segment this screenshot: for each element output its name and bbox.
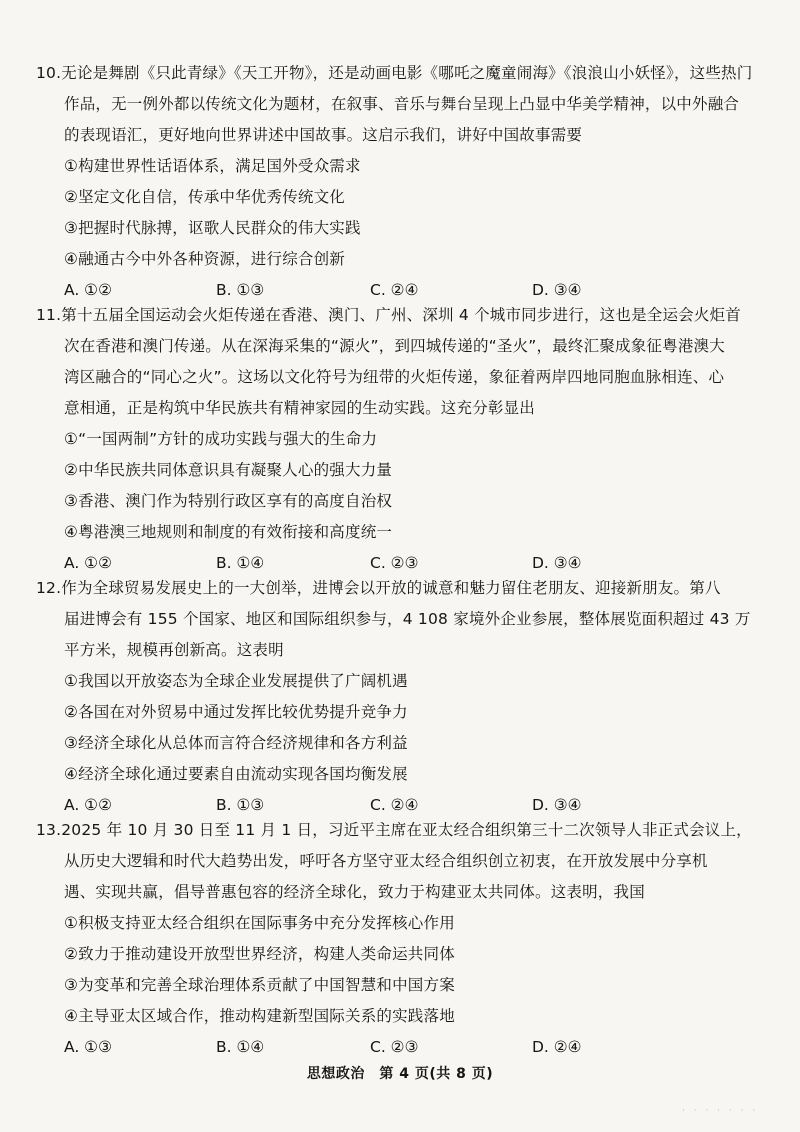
question-stem-line: 13.2025 年 10 月 30 日至 11 月 1 日，习近平主席在亚太经合组织第三十二次领导人非正式会议上，	[36, 821, 752, 839]
choice-c: C. ②③	[370, 554, 419, 572]
statement-option: ②坚定文化自信，传承中华优秀传统文化	[64, 188, 345, 206]
page-footer: 思想政治 第 4 页(共 8 页)	[306, 1066, 494, 1082]
question-stem-line: 遇、实现共赢，倡导普惠包容的经济全球化，致力于构建亚太共同体。这表明，我国	[64, 883, 645, 901]
choice-d: D. ③④	[532, 281, 582, 299]
choice-a: A. ①③	[64, 1038, 112, 1056]
statement-option: ③为变革和完善全球治理体系贡献了中国智慧和中国方案	[64, 976, 455, 994]
question-stem-line: 从历史大逻辑和时代大趋势出发，呼吁各方坚守亚太经合组织创立初衷，在开放发展中分享机	[64, 852, 708, 870]
choice-a: A. ①②	[64, 554, 112, 572]
choice-a: A. ①②	[64, 796, 112, 814]
question-11	[36, 300, 740, 579]
choice-b: B. ①③	[216, 796, 265, 814]
statement-option: ④主导亚太区域合作，推动构建新型国际关系的实践落地	[64, 1007, 455, 1025]
answer-choices	[36, 1032, 740, 1063]
choice-d: D. ③④	[532, 796, 582, 814]
statement-option: ③把握时代脉搏，讴歌人民群众的伟大实践	[64, 219, 361, 237]
statement-option: ①“一国两制”方针的成功实践与强大的生命力	[64, 430, 378, 448]
statement-option: ①构建世界性话语体系，满足国外受众需求	[64, 157, 361, 175]
question-stem-line: 作品，无一例外都以传统文化为题材，在叙事、音乐与舞台呈现上凸显中华美学精神，以中外融合	[64, 95, 740, 113]
scan-artifact: · · · · · · ·	[682, 1106, 759, 1116]
question-stem-line: 次在香港和澳门传递。从在深海采集的“源火”，到四城传递的“圣火”，最终汇聚成象征粤港澳大	[64, 337, 725, 355]
question-stem-line: 湾区融合的“同心之火”。这场以文化符号为纽带的火炬传递，象征着两岸四地同胞血脉相连、心	[64, 368, 725, 386]
statement-option: ③经济全球化从总体而言符合经济规律和各方利益	[64, 734, 408, 752]
choice-b: B. ①④	[216, 554, 265, 572]
statement-option: ②中华民族共同体意识具有凝聚人心的强大力量	[64, 461, 393, 479]
statement-option: ①积极支持亚太经合组织在国际事务中充分发挥核心作用	[64, 914, 455, 932]
question-13	[36, 815, 752, 1063]
choice-d: D. ②④	[532, 1038, 582, 1056]
question-stem-line: 意相通，正是构筑中华民族共有精神家园的生动实践。这充分彰显出	[64, 399, 536, 417]
choice-c: C. ②④	[370, 281, 419, 299]
question-stem-line: 届进博会有 155 个国家、地区和国际组织参与，4 108 家境外企业参展，整体展览面积超过 43 万	[64, 610, 751, 628]
question-stem-line: 平方米，规模再创新高。这表明	[64, 641, 284, 659]
choice-d: D. ③④	[532, 554, 582, 572]
question-12	[36, 573, 751, 821]
choice-b: B. ①④	[216, 1038, 265, 1056]
statement-option: ③香港、澳门作为特别行政区享有的高度自治权	[64, 492, 393, 510]
choice-c: C. ②④	[370, 796, 419, 814]
statement-option: ①我国以开放姿态为全球企业发展提供了广阔机遇	[64, 672, 408, 690]
question-stem-line: 12.作为全球贸易发展史上的一大创举，进博会以开放的诚意和魅力留住老朋友、迎接新朋友。第八	[36, 579, 721, 597]
statement-option: ④粤港澳三地规则和制度的有效衔接和高度统一	[64, 523, 393, 541]
question-stem-line: 10.无论是舞剧《只此青绿》《天工开物》，还是动画电影《哪吒之魔童闹海》《浪浪山小妖怪》，这些热门	[36, 64, 753, 82]
choice-b: B. ①③	[216, 281, 265, 299]
question-stem-line: 的表现语汇，更好地向世界讲述中国故事。这启示我们，讲好中国故事需要	[64, 126, 583, 144]
statement-option: ②各国在对外贸易中通过发挥比较优势提升竞争力	[64, 703, 408, 721]
statement-option: ④融通古今中外各种资源，进行综合创新	[64, 250, 345, 268]
question-10	[36, 58, 753, 306]
choice-a: A. ①②	[64, 281, 112, 299]
question-stem-line: 11.第十五届全国运动会火炬传递在香港、澳门、广州、深圳 4 个城市同步进行，这也是全运会火炬首	[36, 306, 741, 324]
choice-c: C. ②③	[370, 1038, 419, 1056]
statement-option: ②致力于推动建设开放型世界经济，构建人类命运共同体	[64, 945, 455, 963]
statement-option: ④经济全球化通过要素自由流动实现各国均衡发展	[64, 765, 408, 783]
